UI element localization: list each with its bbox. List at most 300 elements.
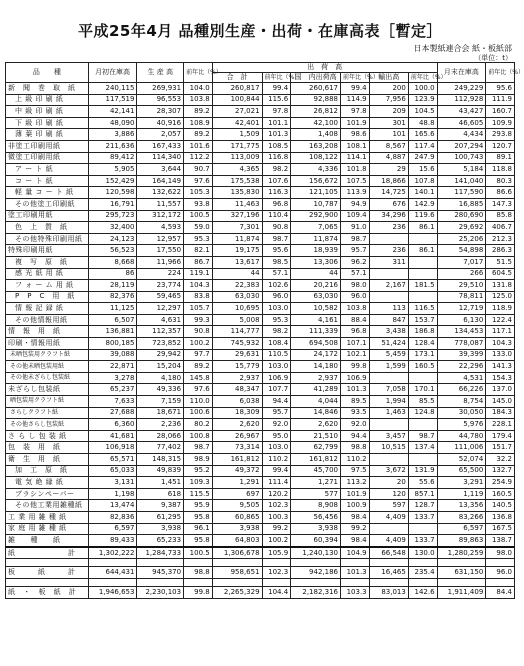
table-cell: 184.3 [486,407,515,419]
table-cell: 23,774 [137,280,184,292]
table-cell: 113,009 [212,152,262,164]
table-row [6,361,515,373]
table-cell: 110.2 [262,454,291,466]
table-cell: 131.8 [486,280,515,292]
table-cell: 100.0 [408,83,437,95]
table-cell: 108.5 [262,140,291,152]
table-cell: 84.4 [486,586,515,598]
table-cell: 95.6 [262,245,291,257]
table-cell: 260,617 [291,83,341,95]
table-cell: 90.7 [184,164,213,176]
table-cell [437,559,486,567]
table-cell: 140.5 [486,500,515,512]
row-label: 未ざらし包装紙 [6,384,89,396]
table-row [6,175,515,187]
table-cell: 30,050 [437,407,486,419]
header-exports: 輸出高 [369,73,408,83]
table-cell: 111,006 [437,442,486,454]
table-cell [486,559,515,567]
table-cell: 94.4 [262,396,291,408]
row-label: 家 庭 用 雑 種 紙 [6,523,89,535]
table-cell: 29,942 [137,349,184,361]
table-cell: 101.3 [341,384,370,396]
table-cell: 123.9 [408,94,437,106]
table-cell: 12,957 [137,233,184,245]
table-cell: 27,688 [88,407,137,419]
table-cell: 1,911,409 [437,586,486,598]
table-cell: 2,230,103 [137,586,184,598]
table-cell: 92,888 [291,94,341,106]
table-cell: 40,916 [137,117,184,129]
table-cell [341,578,370,586]
table-cell: 694,508 [291,338,341,350]
table-cell: 14,846 [291,407,341,419]
table-cell: 3,886 [88,129,137,141]
table-cell: 4,161 [291,314,341,326]
table-cell: 14,180 [291,361,341,373]
table-cell: 93.5 [341,407,370,419]
table-cell: 10,515 [369,442,408,454]
table-cell: 15,779 [212,361,262,373]
table-cell: 32.2 [486,454,515,466]
row-label: 特殊印刷用紙 [6,245,89,257]
table-cell: 2,620 [212,419,262,431]
table-cell: 104.4 [262,586,291,598]
table-cell: 55.6 [408,477,437,489]
table-cell: 109.4 [341,210,370,222]
table-cell [369,268,408,280]
table-cell [262,578,291,586]
table-cell: 99.8 [184,586,213,598]
table-cell: 101.3 [341,567,370,579]
table-cell: 34,296 [369,210,408,222]
table-cell: 175,538 [212,175,262,187]
table-cell: 138.7 [486,535,515,547]
table-cell: 65,233 [137,535,184,547]
table-cell: 89.2 [184,106,213,118]
table-row [6,152,515,164]
table-row [6,578,515,586]
table-cell: 16,885 [437,198,486,210]
table-cell: 109.9 [486,117,515,129]
row-label: その他未晒包装用紙 [6,361,89,373]
table-row [6,511,515,523]
table-cell: 107.5 [341,175,370,187]
table-cell: 116.3 [262,187,291,199]
table-cell: 1,599 [369,361,408,373]
table-cell: 857.1 [408,488,437,500]
table-cell: 22,383 [212,280,262,292]
table-row [6,83,515,95]
table-cell: 113 [369,303,408,315]
table-cell: 110.5 [262,349,291,361]
table-cell: 269,931 [137,83,184,95]
table-cell: 13,474 [88,500,137,512]
table-cell: 118.9 [486,303,515,315]
table-cell: 18,309 [212,407,262,419]
row-label: 微塗工印刷用紙 [6,152,89,164]
table-cell: 65,237 [88,384,137,396]
table-cell: 28,119 [88,280,137,292]
table-cell: 16,465 [369,567,408,579]
table-cell: 145.8 [184,372,213,384]
table-cell: 17,550 [137,245,184,257]
row-label: P P C 用 紙 [6,291,89,303]
table-cell: 98.5 [262,256,291,268]
table-cell: 98.2 [262,326,291,338]
row-label: 色 上 質 紙 [6,222,89,234]
row-label: 複 写 原 紙 [6,256,89,268]
table-cell: 14,725 [369,187,408,199]
table-cell: 1,306,678 [212,547,262,559]
table-cell: 604.5 [486,268,515,280]
table-cell: 96.0 [486,567,515,579]
table-cell: 577 [291,488,341,500]
table-cell: 86.1 [408,222,437,234]
table-cell: 24,172 [291,349,341,361]
table-cell: 48.8 [408,117,437,129]
row-label: 加 工 原 紙 [6,465,89,477]
table-row [6,547,515,559]
row-label: フ ォ ー ム 用 紙 [6,280,89,292]
table-cell: 101.3 [262,129,291,141]
table-row [6,233,515,245]
table-cell: 4,887 [369,152,408,164]
table-cell: 151.7 [486,442,515,454]
table-cell: 80.2 [184,419,213,431]
table-cell: 98.9 [184,454,213,466]
table-row [6,349,515,361]
table-cell: 89,863 [437,535,486,547]
table-cell: 18,866 [369,175,408,187]
table-cell: 8,908 [291,500,341,512]
table-cell: 2,937 [212,372,262,384]
table-cell: 141,040 [437,175,486,187]
table-cell: 3,938 [137,523,184,535]
table-cell: 45,700 [291,465,341,477]
table-cell: 89,412 [88,152,137,164]
table-cell: 112,928 [437,94,486,106]
table-cell: 115.5 [184,488,213,500]
table-cell: 110.2 [341,454,370,466]
table-cell: 101 [369,129,408,141]
row-label: 紙 計 [6,547,89,559]
table-cell: 247.9 [408,152,437,164]
table-cell: 85.5 [408,396,437,408]
table-cell: 327,196 [212,210,262,222]
table-cell: 1,291 [212,477,262,489]
table-cell: 125.0 [486,291,515,303]
header-item: 品 種 [6,63,89,83]
table-cell: 132,622 [137,187,184,199]
header-shipments: 出 荷 高 [212,63,437,73]
table-cell: 61,295 [137,511,184,523]
row-label: 塗工印刷用紙 [6,210,89,222]
table-cell: 723,852 [137,338,184,350]
table-cell: 3,938 [291,523,341,535]
table-cell: 65,500 [437,465,486,477]
table-cell: 136,881 [88,326,137,338]
table-cell: 99.4 [262,465,291,477]
table-cell: 96.2 [341,256,370,268]
table-cell: 7,956 [369,94,408,106]
table-cell: 28,307 [137,106,184,118]
table-cell: 98.7 [341,233,370,245]
table-cell: 406.7 [486,222,515,234]
table-cell: 292,900 [291,210,341,222]
table-cell: 186.8 [408,326,437,338]
table-cell: 4,336 [291,164,341,176]
row-label: 未晒包装用クラフト紙 [6,349,89,361]
table-cell: 63,030 [291,291,341,303]
table-cell: 4,044 [291,396,341,408]
row-label: コ ー ト 紙 [6,175,89,187]
table-cell: 112,357 [137,326,184,338]
table-cell: 116.8 [262,152,291,164]
table-cell: 114.9 [341,94,370,106]
row-label: 情 報 用 紙 [6,326,89,338]
table-row [6,106,515,118]
table-cell [408,559,437,567]
table-cell: 165.6 [408,129,437,141]
table-cell: 108.4 [262,338,291,350]
table-cell: 108.9 [184,117,213,129]
table-cell: 958,651 [212,567,262,579]
table-cell: 111.4 [262,477,291,489]
table-cell [88,559,137,567]
table-cell: 99.2 [341,523,370,535]
table-row [6,94,515,106]
table-cell: 3,672 [369,465,408,477]
table-cell: 2,167 [369,280,408,292]
header-closing: 月末在庫高 [437,63,486,83]
table-cell: 97.6 [184,175,213,187]
table-cell: 9,387 [137,500,184,512]
table-cell: 29,510 [437,280,486,292]
table-cell: 100.9 [341,500,370,512]
table-row [6,256,515,268]
table-cell: 3,291 [437,477,486,489]
table-cell: 6,130 [437,314,486,326]
table-cell: 236 [369,245,408,257]
row-label [6,559,89,567]
table-row [6,477,515,489]
table-cell: 95.0 [262,430,291,442]
table-cell: 235.4 [408,567,437,579]
table-cell: 60,394 [291,535,341,547]
table-cell: 113.2 [341,477,370,489]
table-cell: 293.8 [486,129,515,141]
table-row [6,187,515,199]
table-cell [262,559,291,567]
table-cell: 24,123 [88,233,137,245]
row-label: 情 報 記 録 紙 [6,303,89,315]
table-cell: 20 [369,477,408,489]
table-cell: 124.8 [408,407,437,419]
table-cell: 105.3 [184,187,213,199]
table-cell: 13,306 [291,256,341,268]
table-row [6,198,515,210]
table-cell: 12,297 [137,303,184,315]
table-cell: 1,280,259 [437,547,486,559]
table-cell [341,559,370,567]
table-cell: 103.8 [184,94,213,106]
table-cell: 1,198 [88,488,137,500]
table-cell [369,419,408,431]
table-cell: 3,131 [88,477,137,489]
table-cell: 4,434 [437,129,486,141]
table-cell: 18,939 [291,245,341,257]
table-cell: 131.9 [408,465,437,477]
table-cell: 49,839 [137,465,184,477]
table-cell: 1,451 [137,477,184,489]
table-cell: 97.6 [184,384,213,396]
table-row [6,535,515,547]
row-label: 衛 生 用 紙 [6,454,89,466]
table-cell: 98.0 [341,280,370,292]
table-cell: 11,125 [88,303,137,315]
table-row [6,500,515,512]
table-cell: 95.3 [184,233,213,245]
table-cell: 90.8 [184,326,213,338]
table-cell [408,256,437,268]
row-label: 印刷・情報用紙 [6,338,89,350]
table-cell: 3,644 [137,164,184,176]
row-label: 非塗工印刷用紙 [6,140,89,152]
table-cell [486,578,515,586]
table-cell: 22,871 [88,361,137,373]
table-cell: 112.2 [184,152,213,164]
table-cell: 240,115 [88,83,137,95]
table-cell: 48,090 [88,117,137,129]
table-cell: 173.1 [408,349,437,361]
table-cell: 104.0 [184,83,213,95]
table-cell: 1,271 [291,477,341,489]
table-cell: 20,216 [291,280,341,292]
table-cell: 114.1 [341,152,370,164]
table-cell [369,233,408,245]
table-cell: 90.8 [262,222,291,234]
table-row [6,523,515,535]
table-cell: 6,038 [212,396,262,408]
table-cell: 142.6 [408,586,437,598]
table-cell: 117.1 [486,326,515,338]
table-cell: 147.3 [486,198,515,210]
table-cell: 106.9 [341,372,370,384]
table-cell: 46,605 [437,117,486,129]
table-cell: 161,812 [291,454,341,466]
table-cell: 280,690 [437,210,486,222]
table-cell: 161,812 [212,454,262,466]
table-cell: 697 [212,488,262,500]
table-cell [408,419,437,431]
table-cell: 117.4 [408,140,437,152]
table-cell: 41,681 [88,430,137,442]
table-cell: 102.1 [341,349,370,361]
table-cell [408,372,437,384]
table-cell: 95.9 [184,500,213,512]
unit-label: （単位：t） [474,54,512,62]
row-label: その他工業用雑種紙 [6,500,89,512]
table-cell: 85.8 [486,210,515,222]
table-cell: 2,182,316 [291,586,341,598]
table-cell: 7,633 [88,396,137,408]
table-row [6,140,515,152]
table-cell: 3,278 [88,372,137,384]
table-cell [291,578,341,586]
table-cell: 12,719 [437,303,486,315]
table-cell: 99.4 [341,83,370,95]
table-cell: 10,695 [212,303,262,315]
table-cell: 39,399 [437,349,486,361]
table-row [6,559,515,567]
table-cell: 181.5 [408,280,437,292]
header-production-prev: 前年比（%） [184,63,213,83]
table-cell: 39,088 [88,349,137,361]
table-cell: 15.6 [408,164,437,176]
table-cell: 65,571 [88,454,137,466]
row-label: その他塗工印刷紙 [6,198,89,210]
table-cell: 3,938 [212,523,262,535]
table-cell: 82.1 [184,245,213,257]
table-cell: 77,402 [137,442,184,454]
table-cell [369,454,408,466]
table-cell: 96,553 [137,94,184,106]
table-cell: 104.9 [341,547,370,559]
table-cell: 21,510 [291,430,341,442]
table-cell: 778,087 [437,338,486,350]
table-cell: 49,336 [137,384,184,396]
table-cell [291,559,341,567]
table-cell: 92.0 [341,419,370,431]
table-cell: 109.3 [184,477,213,489]
document-title: 平成25年4月 品種別生産・出荷・在庫高表［暫定］ [77,22,443,40]
table-cell: 209 [369,106,408,118]
table-cell: 8,668 [88,256,137,268]
table-cell: 93.8 [184,198,213,210]
table-row [6,164,515,176]
table-cell: 110.0 [184,396,213,408]
header-production: 生 産 高 [137,63,184,83]
table-cell: 105.9 [262,547,291,559]
table-cell [369,559,408,567]
table-cell: 27,021 [212,106,262,118]
row-label: さ ら し 包 装 紙 [6,430,89,442]
table-cell: 102.6 [262,280,291,292]
table-cell: 5,905 [88,164,137,176]
table-cell: 66,226 [437,384,486,396]
table-cell: 94.4 [341,430,370,442]
table-cell: 133.7 [408,511,437,523]
table-cell: 100.8 [184,430,213,442]
table-cell: 179.4 [486,430,515,442]
table-row [6,419,515,431]
table-cell: 29 [369,164,408,176]
table-cell: 200 [369,83,408,95]
table-cell: 13,356 [437,500,486,512]
organization-name: 日本製紙連合会 紙・板紙部 [413,44,512,53]
table-cell: 80.3 [486,175,515,187]
table-cell: 618 [137,488,184,500]
table-cell: 98.4 [341,535,370,547]
table-cell: 745,932 [212,338,262,350]
table-cell: 42,100 [291,117,341,129]
table-cell: 1,302,222 [88,547,137,559]
table-cell [408,523,437,535]
table-cell: 120 [369,488,408,500]
table-cell: 89,433 [88,535,137,547]
table-cell: 54,898 [437,245,486,257]
